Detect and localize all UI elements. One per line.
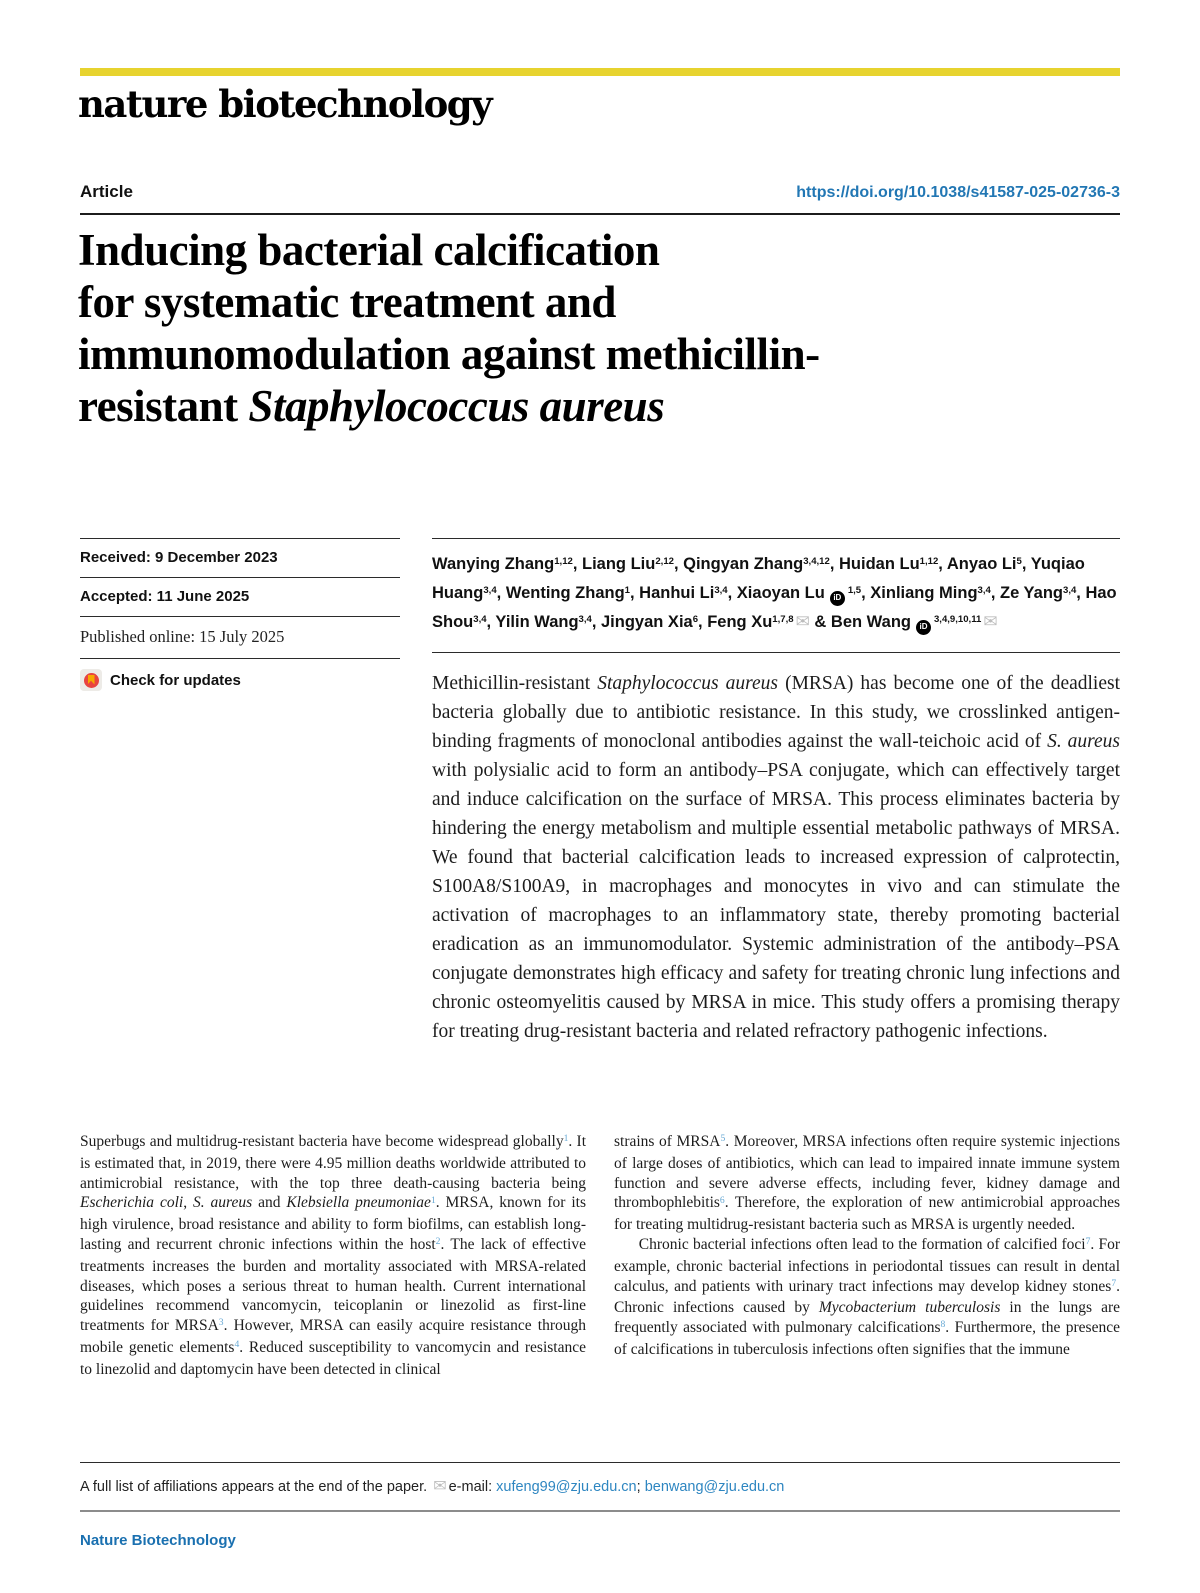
dates-column (80, 538, 400, 1046)
email-icon[interactable]: ✉ (983, 612, 998, 631)
title-line-4: resistant Staphylococcus aureus (78, 381, 665, 431)
affiliation-note: A full list of affiliations appears at the end of the paper. ✉ e-mail: xufeng99@zju.edu.cn; benwang@zju.edu.cn (80, 1478, 785, 1495)
journal-logo: nature biotechnology (78, 82, 492, 126)
citation-ref[interactable]: 3 (218, 1317, 224, 1329)
check-for-updates-label: Check for updates (110, 671, 241, 689)
citation-ref[interactable]: 7 (1111, 1277, 1117, 1289)
author: Hanhui Li$^{3,4}$, (639, 584, 737, 602)
paragraph: Chronic bacterial infections often lead to the formation of calcified foci$^7$. For example, chronic bacterial infections in periodontal tissues can result in dental calculus, and patients with urinary tract infections may develop kidney stones$^7$. Chronic infections caused by Mycobacterium tuberculosis in the lungs are frequently associated with pulmonary calcifications$^8$. Furthermore, the presence of calcifications in tuberculosis infections often signifies that the immune (614, 1235, 1120, 1358)
author: Ze Yang$^{3,4}$, (1000, 584, 1086, 602)
species-name: Staphylococcus aureus (248, 381, 665, 431)
abstract-text: Methicillin-resistant Staphylococcus aureus (MRSA) has become one of the deadliest bacteria globally due to antibiotic resistance. In this study, we crosslinked antigen-binding fragments of monoclonal antibodies against the wall-teichoic acid of S. aureus with polysialic acid to form an antibody–PSA conjugate, which can effectively target and induce calcification on the surface of MRSA. This process eliminates bacteria by hindering the energy metabolism and multiple essential metabolic pathways of MRSA. We found that bacterial calcification leads to increased expression of calprotectin, S100A8/S100A9, in macrophages and monocytes in vivo and can stimulate the activation of macrophages to an inflammatory state, thereby promoting bacterial eradication as an immunomodulator. Systemic administration of the antibody–PSA conjugate demonstrates high efficacy and safety for treating chronic lung infections and chronic osteomyelitis caused by MRSA in mice. This study offers a promising therapy for treating drug-resistant bacteria and related refractory pathogenic infections. (432, 652, 1120, 1046)
doi-link[interactable]: https://doi.org/10.1038/s41587-025-02736-3 (796, 184, 1120, 201)
author: Ben Wang iD$^{3,4,9,10,11}$ ✉ (831, 613, 998, 631)
email-link-2[interactable]: benwang@zju.edu.cn (644, 1479, 785, 1495)
author: Wanying Zhang$^{1,12}$, (432, 555, 583, 573)
italic-term: S. aureus (193, 1194, 253, 1212)
author-list (432, 538, 1120, 638)
citation-ref[interactable]: 7 (1085, 1236, 1091, 1248)
italic-term: Escherichia coli (80, 1194, 184, 1212)
citation-ref[interactable]: 6 (719, 1194, 725, 1206)
italic-term: Mycobacterium tuberculosis (818, 1299, 1001, 1317)
check-for-updates-button[interactable] (80, 658, 400, 702)
author: Liang Liu$^{2,12}$, (582, 555, 684, 573)
journal-accent-bar (80, 68, 1120, 76)
title-line-2: for systematic treatment and (78, 277, 616, 327)
citation-ref[interactable]: 4 (234, 1339, 240, 1351)
author: Xinliang Ming$^{3,4}$, (870, 584, 1001, 602)
italic-term: Klebsiella pneumoniae (286, 1194, 431, 1212)
author: Xiaoyan Lu iD$^{1,5}$, (737, 584, 871, 602)
italic-term: S. aureus (1047, 731, 1120, 752)
paragraph: Superbugs and multidrug-resistant bacteria have become widespread globally$^1$. It is estimated that, in 2019, there were 4.95 million deaths worldwide attributed to antimicrobial resistance, with the top three death-causing bacteria being Escherichia coli, S. aureus and Klebsiella pneumoniae$^1$. MRSA, known for its high virulence, broad resistance and ability to form biofilms, can establish long-lasting and recurrent chronic infections within the host$^2$. The lack of effective treatments increases the burden and mortality associated with MRSA-related diseases, which poses a serious threat to human health. Current international guidelines recommend vancomycin, teicoplanin or linezolid as first-line treatments for MRSA$^3$. However, MRSA can easily acquire resistance through mobile genetic elements$^4$. Reduced susceptibility to vancomycin and resistance to linezolid and daptomycin have been detected in clinical (80, 1133, 587, 1378)
crossmark-icon (80, 669, 102, 691)
author: Wenting Zhang$^1$, (505, 584, 640, 602)
email-icon: ✉ (433, 1478, 447, 1495)
title-line-3: immunomodulation against methicillin- (78, 329, 820, 379)
email-icon[interactable]: ✉ (795, 612, 810, 631)
body-text (80, 1132, 1120, 1380)
paragraph: strains of MRSA$^5$. Moreover, MRSA infections often require systemic injections of large doses of antibiotics, which can lead to impaired innate immune system function and severe adverse effects, including fever, kidney damage and thrombophlebitis$^6$. Therefore, the exploration of new antimicrobial approaches for treating multidrug-resistant bacteria such as MRSA is urgently needed. (614, 1133, 1120, 1234)
author: Yilin Wang$^{3,4}$, (495, 613, 601, 631)
author: Qingyan Zhang$^{3,4,12}$, (683, 555, 839, 573)
orcid-icon[interactable]: iD (830, 591, 845, 606)
orcid-icon[interactable]: iD (916, 620, 931, 635)
accepted-date: Accepted: 11 June 2025 (80, 577, 400, 616)
body-column-left (80, 1132, 586, 1380)
body-column-right (614, 1132, 1120, 1380)
author: Yuqiao Huang$^{3,4}$, (432, 555, 1085, 602)
received-date: Received: 9 December 2023 (80, 538, 400, 577)
italic-term: Staphylococcus aureus (597, 673, 778, 694)
authors-abstract-column (432, 538, 1120, 1046)
published-date: Published online: 15 July 2025 (80, 616, 400, 658)
journal-name-footer: Nature Biotechnology (80, 1532, 236, 1549)
citation-ref[interactable]: 1 (563, 1133, 569, 1145)
author: Jingyan Xia$^6$, (601, 613, 708, 631)
title-line-1: Inducing bacterial calcification (78, 225, 660, 275)
footer-divider (80, 1462, 1120, 1463)
citation-ref[interactable]: 5 (720, 1133, 726, 1145)
bottom-rule (80, 1510, 1120, 1512)
citation-ref[interactable]: 1 (430, 1194, 436, 1206)
author: Anyao Li$^5$, (946, 555, 1031, 573)
article-header-row (80, 182, 1120, 215)
author: Hao Shou$^{3,4}$, (432, 584, 1117, 631)
article-title (78, 224, 1058, 432)
author: Feng Xu$^{1,7,8}$ ✉ & (707, 612, 831, 631)
author: Huidan Lu$^{1,12}$, (839, 555, 947, 573)
email-link-1[interactable]: xufeng99@zju.edu.cn (496, 1479, 637, 1495)
citation-ref[interactable]: 2 (435, 1236, 441, 1248)
article-type-label: Article (80, 182, 133, 201)
citation-ref[interactable]: 8 (940, 1319, 946, 1331)
meta-section (80, 538, 1120, 1046)
